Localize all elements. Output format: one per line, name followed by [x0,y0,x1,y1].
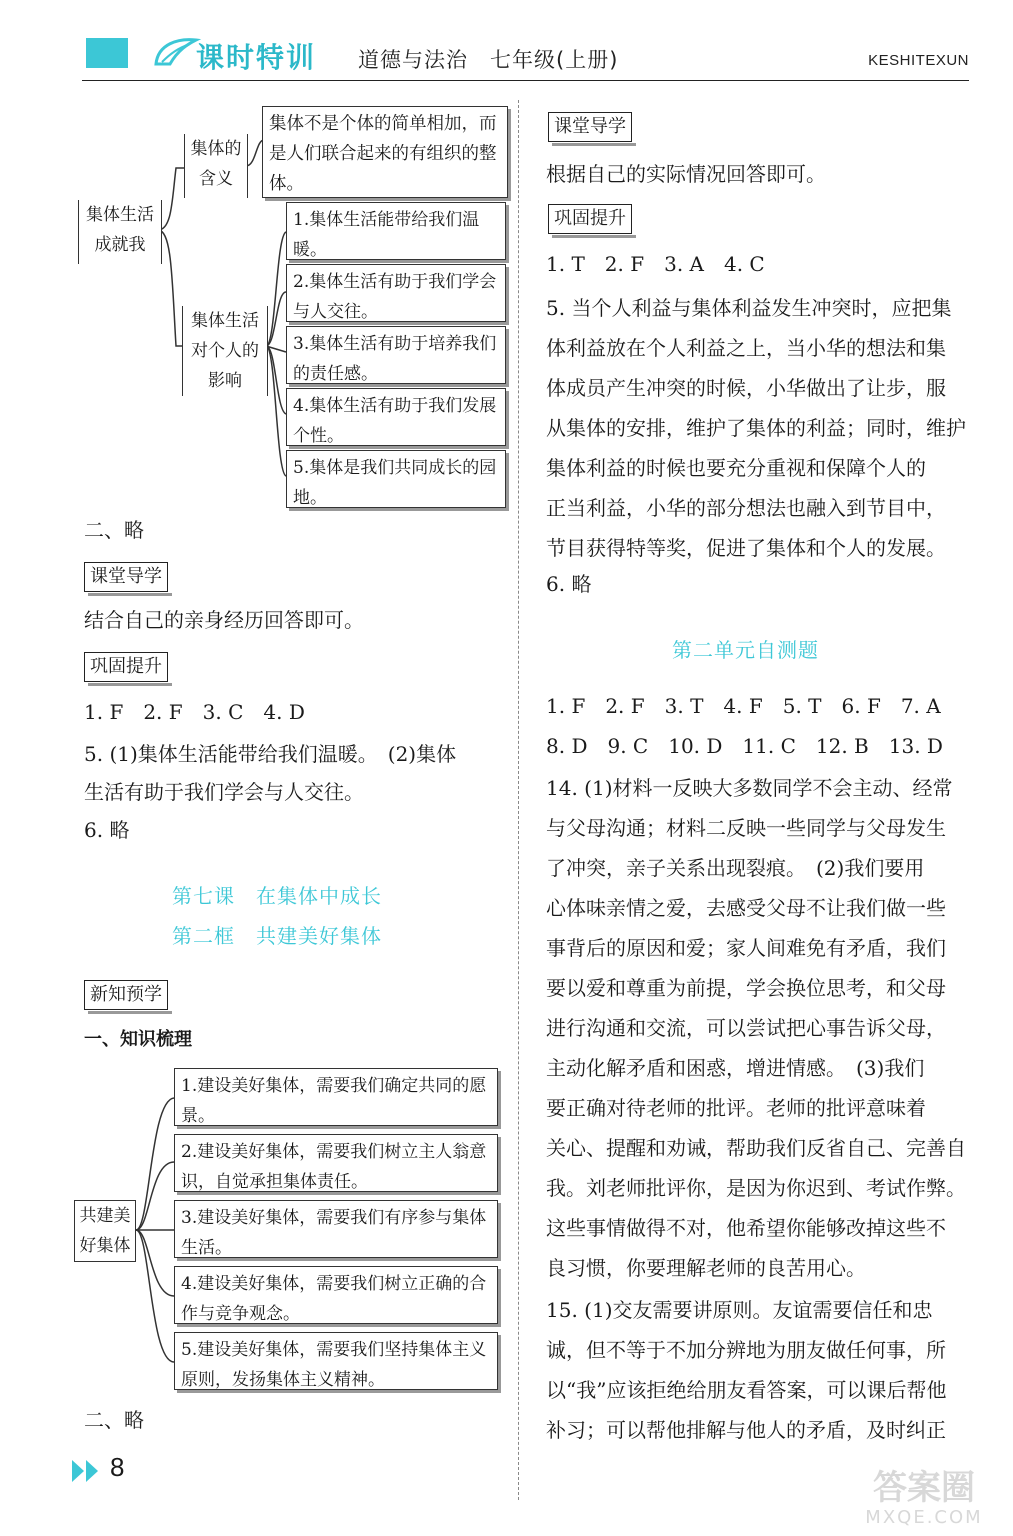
left-gonggu-heading: 巩固提升 [84,652,168,682]
diagram2-item [174,1068,498,1126]
right-gonggu-heading: 巩固提升 [548,204,632,234]
diagram2-item [174,1266,498,1324]
watermark [849,1469,999,1528]
q5-line: 集体利益的时候也要充分重视和保障个人的 [546,456,926,480]
xinzhi-heading: 新知预学 [84,980,168,1010]
left-q6: 6. 略 [84,818,130,842]
q14-line: 这些事情做得不对，他希望你能够改掉这些不 [546,1216,946,1240]
lesson-title-2: 第二框 共建美好集体 [172,924,382,948]
header-code: KESHITEXUN [868,52,969,69]
left-er-lue-1: 二、略 [84,518,144,542]
q5-line: 5. 当个人利益与集体利益发生冲突时，应把集 [546,296,952,320]
right-answers: 1. T 2. F 3. A 4. C [546,252,765,276]
q15-line: 诚，但不等于不加分辨地为朋友做任何事，所 [546,1338,946,1362]
left-ketang-heading: 课堂导学 [84,562,168,592]
diagram1-item-text: 3.集体生活有助于培养我们的责任感。 [293,334,497,384]
q5-line: 节目获得特等奖，促进了集体和个人的发展。 [546,536,946,560]
diagram2-item [174,1134,498,1192]
series-title: 课时特训 [196,41,317,74]
q5-line: 体利益放在个人利益之上，当小华的想法和集 [546,336,946,360]
q14-line: 要正确对待老师的批评。老师的批评意味着 [546,1096,926,1120]
unit-test-title: 第二单元自测题 [672,638,819,662]
right-q5-block [546,288,976,568]
watermark-main: 答案圈 [873,1468,975,1508]
q15-line: 以“我”应该拒绝给朋友看答案，可以课后帮他 [546,1378,947,1402]
diagram2-item [174,1200,498,1258]
left-ketang-text: 结合自己的亲身经历回答即可。 [84,608,364,632]
diagram2-item-text: 5.建设美好集体，需要我们坚持集体主义原则，发扬集体主义精神。 [181,1340,487,1390]
diagram1-item-text: 1.集体生活能带给我们温暖。 [293,210,480,260]
page-number: 8 [110,1452,125,1482]
q14-line: 主动化解矛盾和困惑，增进情感。 (3)我们 [546,1056,925,1080]
diagram2-root [74,1200,136,1262]
left-er-lue-2: 二、略 [84,1408,144,1432]
q14-line: 了冲突，亲子关系出现裂痕。 (2)我们要用 [546,856,925,880]
lesson-title-1: 第七课 在集体中成长 [172,884,382,908]
double-chevron-icon [70,1458,104,1484]
q14-line: 与父母沟通；材料二反映一些同学与父母发生 [546,816,946,840]
left-q5-line2: 生活有助于我们学会与人交往。 [84,780,364,804]
meaning-text: 集体不是个体的简单相加，而是人们联合起来的有组织的整体。 [269,114,497,194]
q5-line: 从集体的安排，维护了集体的利益；同时，维护 [546,416,966,440]
q15-line: 补习；可以帮他排解与他人的矛盾，及时纠正 [546,1418,946,1442]
q14-line: 关心、提醒和劝诫，帮助我们反省自己、完善自 [546,1136,966,1160]
subject-title: 道德与法治 七年级(上册) [358,48,619,72]
q14-line: 要以爱和尊重为前提，学会换位思考，和父母 [546,976,946,1000]
right-ketang-heading: 课堂导学 [548,112,632,142]
unit-answers-2: 8. D 9. C 10. D 11. C 12. B 13. D [546,734,943,758]
zhishi-heading: 一、知识梳理 [84,1029,192,1050]
diagram2-item-text: 1.建设美好集体，需要我们确定共同的愿景。 [181,1076,487,1126]
q14-line: 良习惯，你要理解老师的良苦用心。 [546,1256,866,1280]
q15-line: 15. (1)交友需要讲原则。友谊需要信任和忠 [546,1298,933,1322]
diagram2-item-text: 3.建设美好集体，需要我们有序参与集体生活。 [181,1208,487,1258]
diagram1-item-text: 4.集体生活有助于我们发展个性。 [293,396,497,446]
q14-line: 14. (1)材料一反映大多数同学不会主动、经常 [546,776,953,800]
diagram2-item-text: 4.建设美好集体，需要我们树立正确的合作与竞争观念。 [181,1274,487,1324]
q14-line: 心体味亲情之爱，去感受父母不让我们做一些 [546,896,946,920]
branch-meaning-label: 集体的含义 [190,139,242,189]
diagram1-item-text: 5.集体是我们共同成长的园地。 [293,458,497,508]
diagram2-root-text: 共建美好集体 [79,1206,131,1256]
diagram1-item-text: 2.集体生活有助于我们学会与人交往。 [293,272,497,322]
q5-line: 体成员产生冲突的时候，小华做出了让步，服 [546,376,946,400]
q5-line: 正当利益，小华的部分想法也融入到节目中， [546,496,946,520]
q14-line: 进行沟通和交流，可以尝试把心事告诉父母， [546,1016,946,1040]
right-q6: 6. 略 [546,572,592,596]
right-q15-block [546,1290,976,1450]
right-ketang-text: 根据自己的实际情况回答即可。 [546,162,826,186]
diagram1-root-text: 集体生活成就我 [86,205,154,255]
q14-line: 我。刘老师批评你，是因为你迟到、考试作弊。 [546,1176,966,1200]
left-q5-line1: 5. (1)集体生活能带给我们温暖。 (2)集体 [84,742,457,766]
right-q14-block [546,768,976,1288]
watermark-url: MXQE.COM [865,1507,983,1528]
branch-influence-label: 集体生活对个人的影响 [191,311,259,391]
diagram2-item [174,1332,498,1390]
left-answers: 1. F 2. F 3. C 4. D [84,700,305,724]
unit-answers-1: 1. F 2. F 3. T 4. F 5. T 6. F 7. A [546,694,941,718]
diagram2-item-text: 2.建设美好集体，需要我们树立主人翁意识，自觉承担集体责任。 [181,1142,487,1192]
q14-line: 事背后的原因和爱；家人间难免有矛盾，我们 [546,936,946,960]
